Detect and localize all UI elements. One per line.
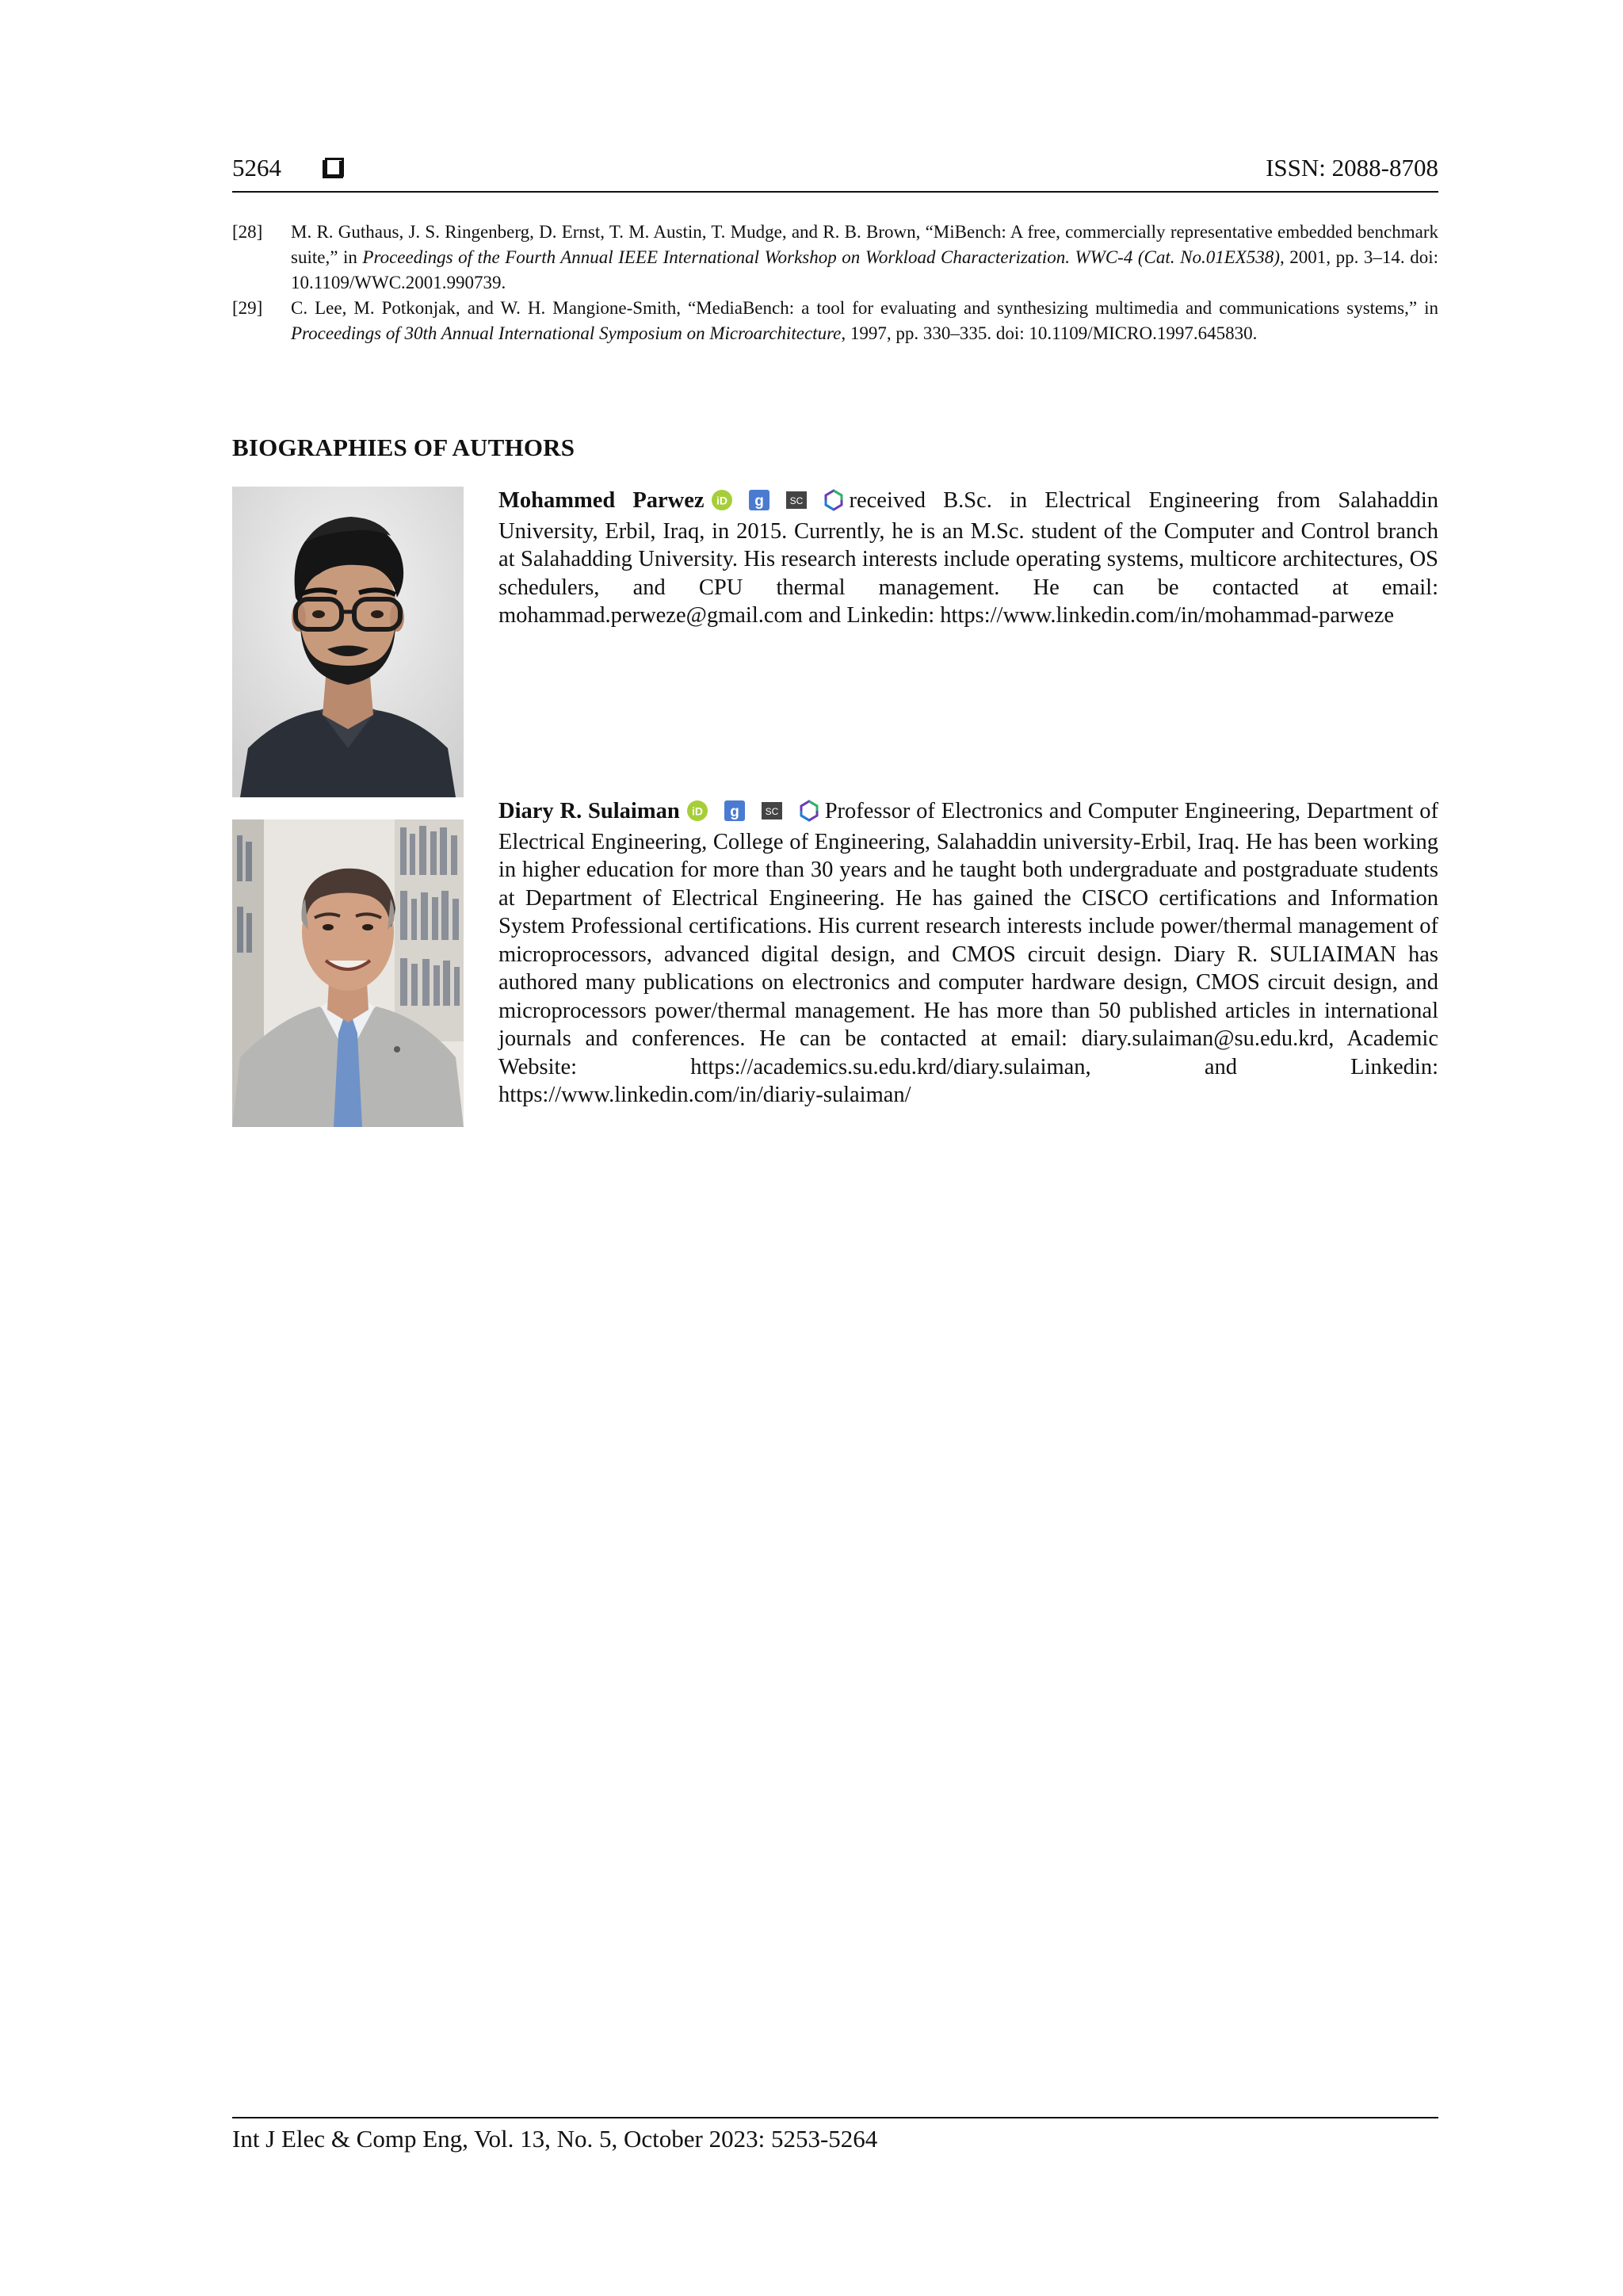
reference-list: [232, 220, 1438, 346]
author-profile-badges: [711, 489, 845, 518]
header-rule: [232, 191, 1438, 193]
google-scholar-icon[interactable]: [748, 489, 770, 511]
orcid-icon[interactable]: [686, 800, 708, 822]
author-bio: [498, 487, 1438, 630]
footer-citation: Int J Elec & Comp Eng, Vol. 13, No. 5, October 2023: 5253-5264: [232, 2125, 878, 2153]
footer-rule: [232, 2117, 1438, 2118]
reference-venue: Proceedings of 30th Annual International Symposium on Microarchitecture: [291, 323, 842, 343]
publons-icon[interactable]: [798, 800, 820, 822]
author-bio: [498, 797, 1438, 1110]
orcid-icon[interactable]: [711, 489, 733, 511]
author-photo: [232, 487, 464, 797]
page-number: 5264: [232, 154, 281, 181]
reference-number: [28]: [232, 222, 263, 242]
running-header: [232, 153, 1438, 193]
svg-text:g: g: [729, 804, 739, 820]
reference-number: [29]: [232, 298, 263, 318]
issn: ISSN: 2088-8708: [1266, 154, 1438, 181]
svg-text:SC: SC: [765, 806, 779, 817]
section-heading: BIOGRAPHIES OF AUTHORS: [232, 434, 575, 461]
reference-authors-title: C. Lee, M. Potkonjak, and W. H. Mangione-Smith, “MediaBench: a tool for evaluating and synthesizing multimedia and communications systems,” in: [291, 298, 1438, 318]
svg-text:iD: iD: [716, 494, 727, 507]
author-name: Mohammed Parwez: [498, 488, 705, 513]
svg-text:SC: SC: [789, 495, 803, 506]
scopus-icon[interactable]: [761, 800, 783, 822]
author-name: Diary R. Sulaiman: [498, 799, 680, 823]
author-photo: [232, 819, 464, 1151]
google-scholar-icon[interactable]: [724, 800, 746, 822]
author-profile-badges: [686, 800, 820, 828]
reference-details: , 2001, pp. 3–14. doi: 10.1109/WWC.2001.990739.: [291, 247, 1438, 292]
author-bio-text: received B.Sc. in Electrical Engineering from Salahaddin University, Erbil, Iraq, in 2015. Currently, he is an M.Sc. student of the Computer and Control branch at Salahadding University. His research interests include operating systems, multicore architectures, OS schedulers, and CPU thermal management. He can be contacted at email: mohammad.perweze@gmail.com and Linkedin: https://www.linkedin.com/in/mohammad-parweze: [498, 488, 1438, 628]
reference-authors-title: M. R. Guthaus, J. S. Ringenberg, D. Ernst, T. M. Austin, T. Mudge, and R. B. Brown, “MiBench: A free, commercially representative embedded benchmark suite,” in: [291, 222, 1438, 267]
reference-item: [232, 220, 1438, 296]
author-bio-text: Professor of Electronics and Computer Engineering, Department of Electrical Engineering, College of Engineering, Salahaddin university-Erbil, Iraq. He has been working in higher education for more than 30 years and he taught both undergraduate and postgraduate students at Department of Electrical Engineering. He has gained the CISCO certifications and Information System Professional certifications. His current research interests include power/thermal management of microprocessors, advanced digital design, and CMOS circuit design. Diary R. SULIAIMAN has authored many publications on electronics and computer hardware design, CMOS circuit design, and microprocessors power/thermal management. He has more than 50 published articles in international journals and conferences. He can be contacted at email: diary.sulaiman@su.edu.krd, Academic Website: https://academics.su.edu.krd/diary.sulaiman, and Linkedin: https://www.linkedin.com/in/diariy-sulaiman/: [498, 799, 1438, 1107]
svg-text:g: g: [754, 493, 764, 510]
reference-details: , 1997, pp. 330–335. doi: 10.1109/MICRO.1997.645830.: [841, 323, 1258, 343]
scopus-icon[interactable]: [785, 489, 808, 511]
reference-item: [232, 296, 1438, 346]
square-icon: [323, 158, 344, 179]
publons-icon[interactable]: [823, 489, 845, 511]
reference-venue: Proceedings of the Fourth Annual IEEE International Workshop on Workload Characterization. WWC-4 (Cat. No.01EX538): [362, 247, 1280, 267]
svg-text:iD: iD: [691, 804, 703, 818]
